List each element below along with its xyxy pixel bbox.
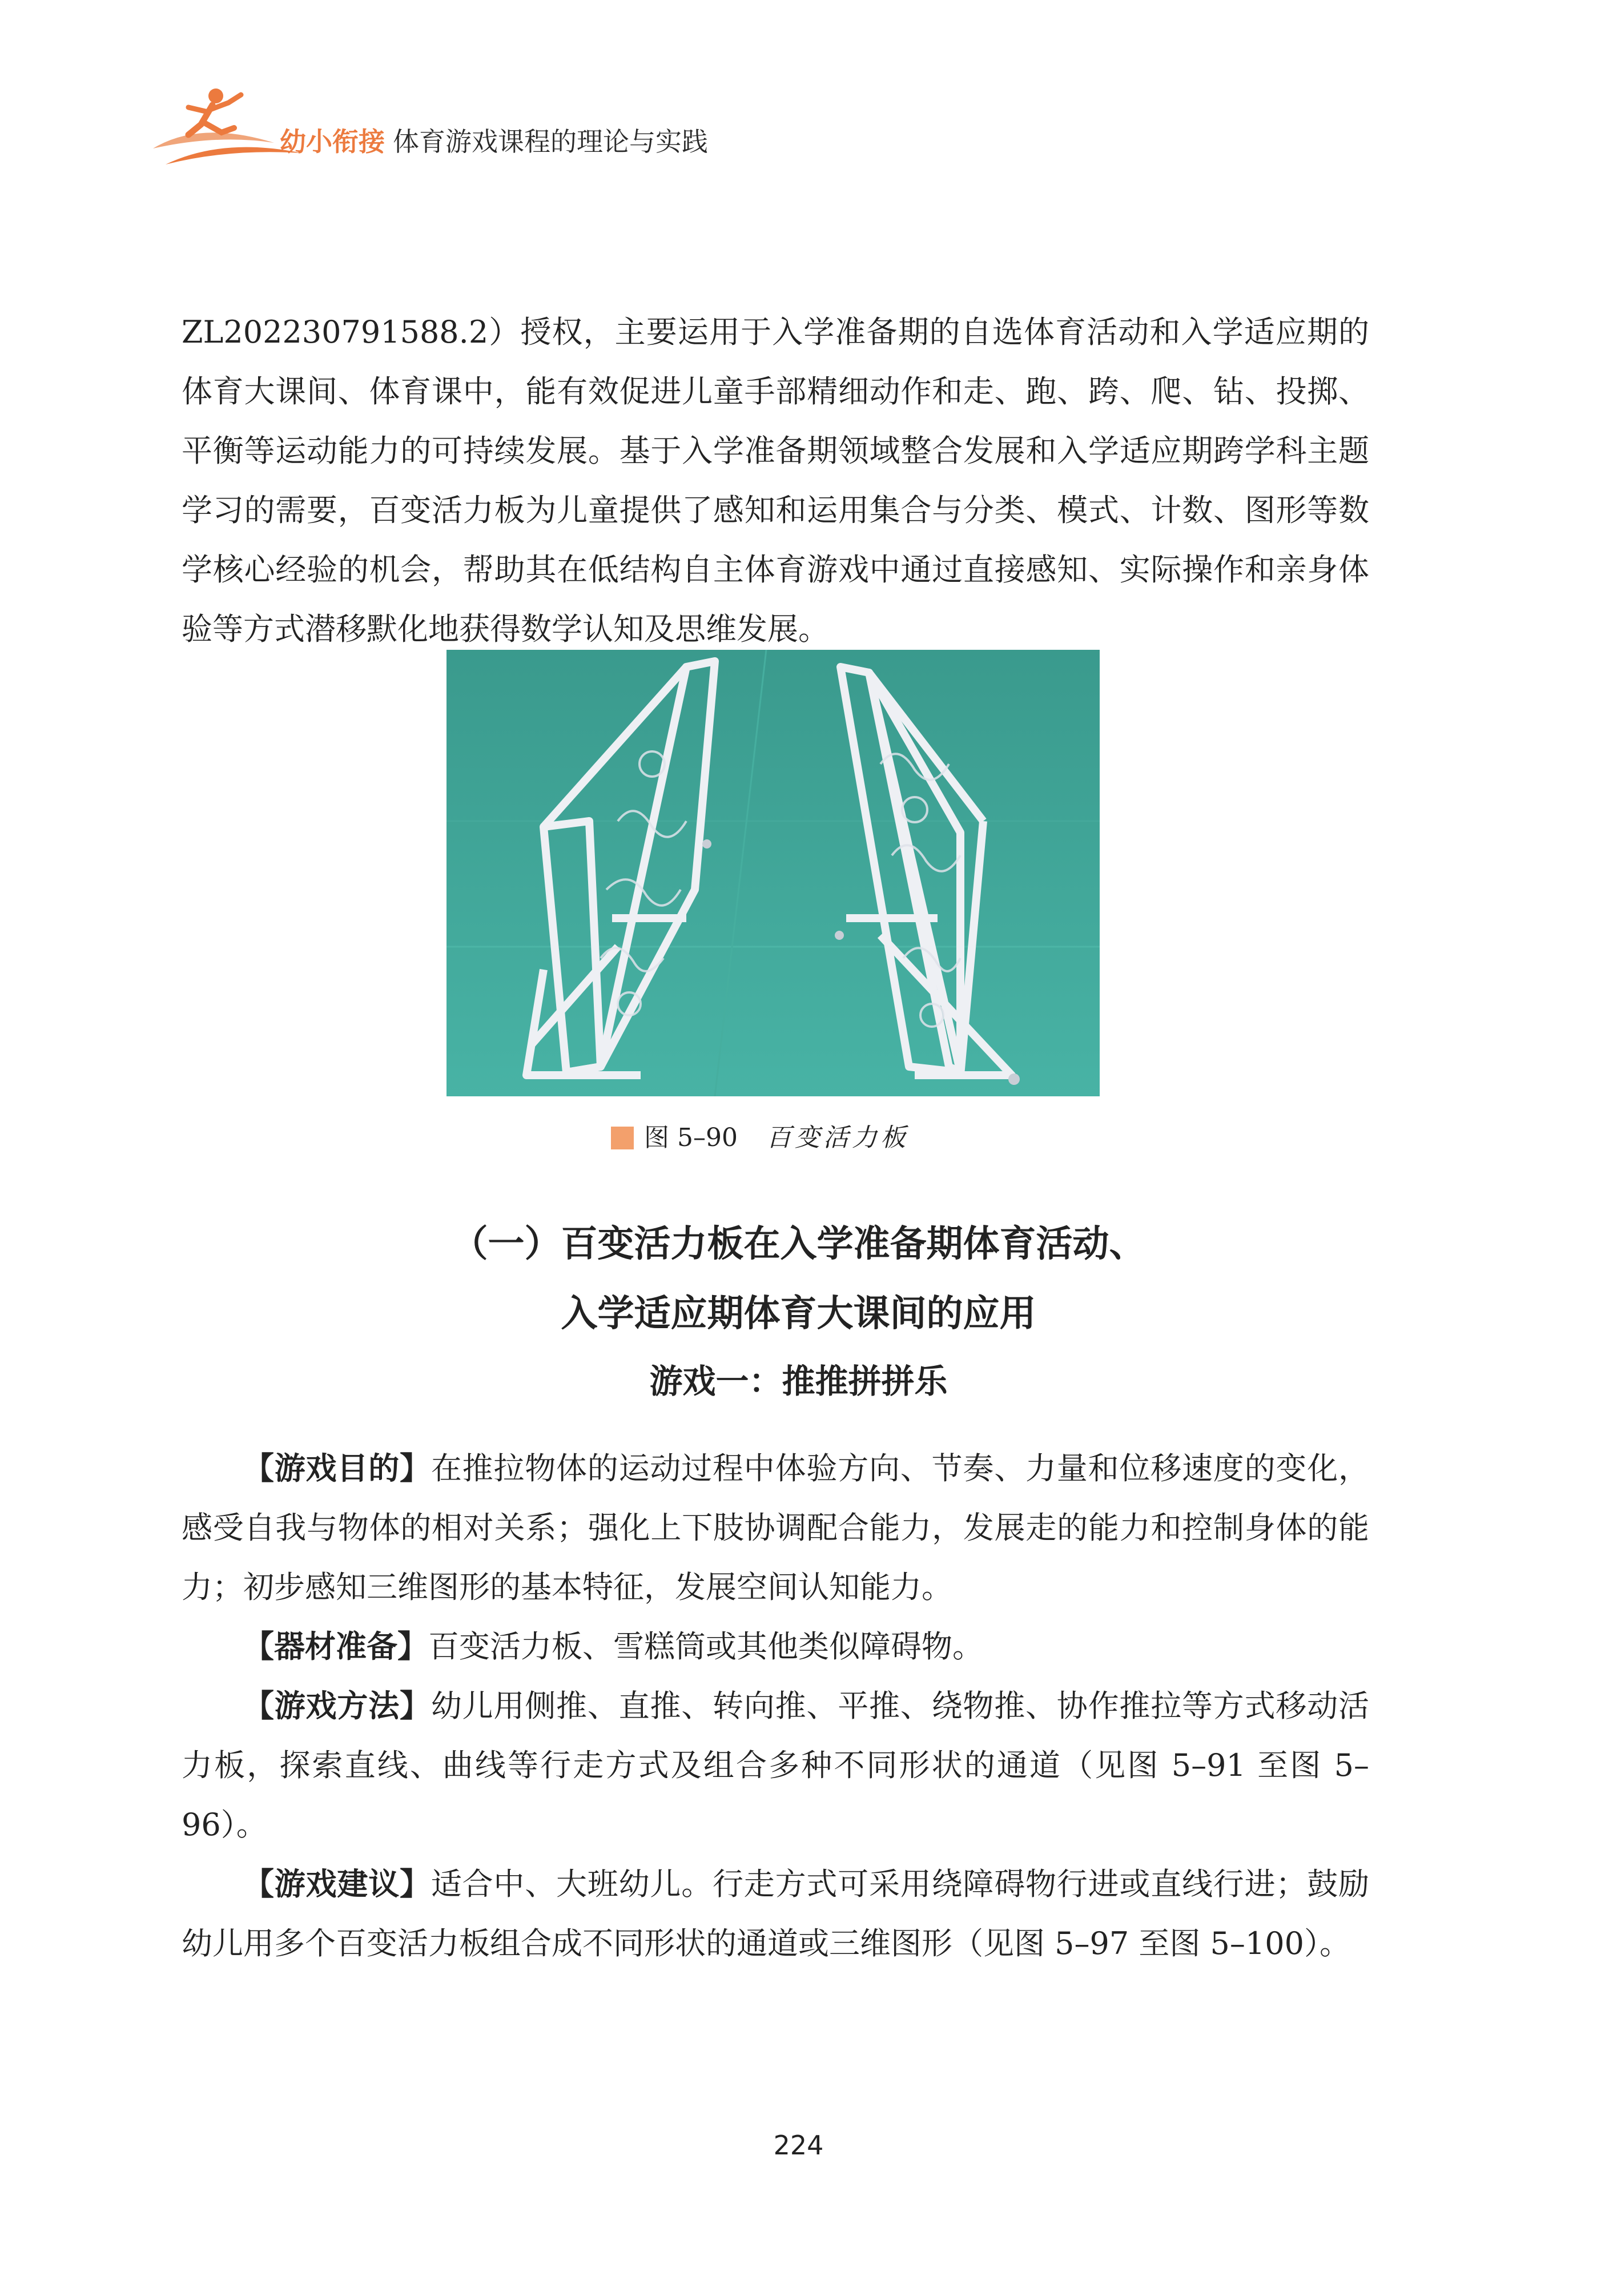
game-method [182, 1676, 1369, 1855]
section-heading [0, 1209, 1597, 1349]
game-title: 游戏一：推推拼拼乐 [649, 1362, 948, 1401]
figure-title: 百变活力板 [766, 1123, 909, 1152]
series-name: 幼小衔接 [280, 126, 385, 157]
method-label: 【游戏方法】 [243, 1688, 431, 1724]
purpose-text: 在推拉物体的运动过程中体验方向、节奏、力量和位移速度的变化，感受自我与物体的相对关系；强化上下肢协调配合能力，发展走的能力和控制身体的能力；初步感知三维图形的基本特征，发展空间认知能力。 [182, 1450, 1370, 1605]
page-number: 224 [773, 2130, 824, 2161]
purpose-label: 【游戏目的】 [243, 1450, 431, 1486]
game-materials [182, 1617, 1369, 1676]
figure-photo [446, 650, 1100, 1096]
materials-label: 【器材准备】 [243, 1628, 428, 1664]
figure-number: 图 5–90 [644, 1123, 738, 1152]
suggestion-label: 【游戏建议】 [243, 1866, 431, 1902]
game-content [182, 1439, 1369, 1973]
materials-text: 百变活力板、雪糕筒或其他类似障碍物。 [428, 1628, 983, 1664]
method-text: 幼儿用侧推、直推、转向推、平推、绕物推、协作推拉等方式移动活力板，探索直线、曲线等行走方式及组合多种不同形状的通道（见图 5–91 至图 5–96）。 [182, 1688, 1370, 1843]
section-heading-line-1: （一）百变活力板在入学准备期体育活动、 [451, 1223, 1146, 1265]
suggestion-text: 适合中、大班幼儿。行走方式可采用绕障碍物行进或直线行进；鼓励幼儿用多个百变活力板组合成不同形状的通道或三维图形（见图 5–97 至图 5–100）。 [182, 1866, 1370, 1961]
header-title [280, 121, 708, 159]
game-purpose [182, 1439, 1369, 1617]
running-header [148, 80, 948, 171]
intro-paragraph: ZL202230791588.2）授权，主要运用于入学准备期的自选体育活动和入学适应期的体育大课间、体育课中，能有效促进儿童手部精细动作和走、跑、跨、爬、钻、投掷、平衡等运动能力的可持续发展。基于入学准备期领域整合发展和入学适应期跨学科主题学习的需要，百变活力板为儿童提供了感知和运用集合与分类、模式、计数、图形等数学核心经验的机会，帮助其在低结构自主体育游戏中通过直接感知、实际操作和亲身体验等方式潜移默化地获得数学认知及思维发展。 [182, 314, 1369, 647]
figure-caption [611, 1117, 909, 1153]
caption-marker-icon [611, 1127, 634, 1149]
section-heading-line-2: 入学适应期体育大课间的应用 [561, 1292, 1036, 1335]
game-suggestion [182, 1855, 1369, 1973]
book-title: 体育游戏课程的理论与实践 [393, 126, 708, 157]
